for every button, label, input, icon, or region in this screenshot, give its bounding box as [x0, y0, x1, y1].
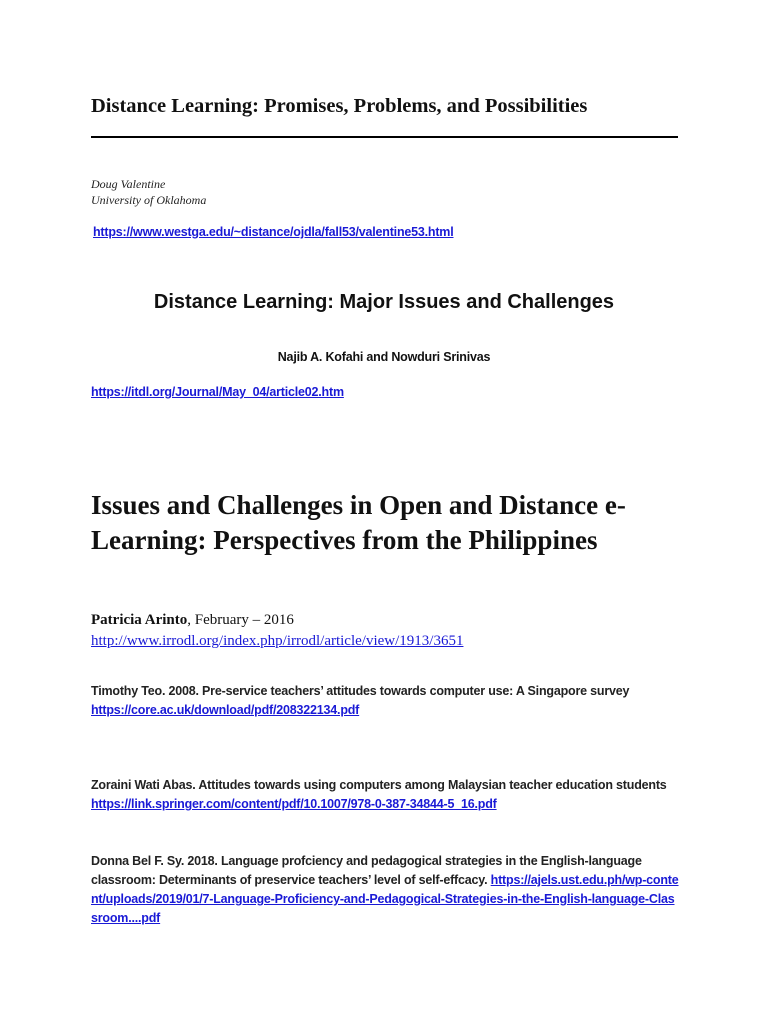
- entry-3-link[interactable]: http://www.irrodl.org/index.php/irrodl/article/view/1913/3651: [91, 633, 464, 649]
- entry-2-link[interactable]: https://itdl.org/Journal/May_04/article02.htm: [91, 385, 344, 399]
- entry-2-title: Distance Learning: Major Issues and Challenges: [153, 291, 615, 313]
- reference-1: [91, 682, 681, 720]
- entry-2-link-wrap: [91, 385, 344, 399]
- entry-3-author: Patricia Arinto: [91, 612, 188, 628]
- reference-2: [91, 776, 681, 814]
- reference-3: [91, 852, 681, 928]
- entry-1-link-wrap: [93, 225, 454, 239]
- reference-2-link[interactable]: https://link.springer.com/content/pdf/10.1007/978-0-387-34844-5_16.pdf: [91, 797, 497, 811]
- entry-3-link-wrap: [91, 633, 463, 650]
- entry-1-link[interactable]: https://www.westga.edu/~distance/ojdla/fall53/valentine53.html: [93, 225, 454, 239]
- reference-1-text: Timothy Teo. 2008. Pre-service teachers’ attitudes towards computer use: A Singapore survey: [91, 684, 630, 698]
- entry-3-title: Issues and Challenges in Open and Distance e-Learning: Perspectives from the Philippines: [91, 490, 626, 555]
- entry-3-byline: [91, 612, 294, 629]
- reference-2-text: Zoraini Wati Abas. Attitudes towards using computers among Malaysian teacher education students: [91, 778, 667, 792]
- entry-2-authors: Najib A. Kofahi and Nowduri Srinivas: [277, 350, 491, 364]
- reference-3-text: Donna Bel F. Sy. 2018. Language profciency and pedagogical strategies in the English-language classroom: Determinants of preservice teachers’ level of self-effcacy.: [91, 854, 642, 887]
- entry-1-title: Distance Learning: Promises, Problems, and Possibilities: [91, 95, 588, 117]
- reference-3-link[interactable]: https://ajels.ust.edu.ph/wp-content/uploads/2019/01/7-Language-Proficiency-and-Pedagogical-Strategies-in-the-English-language-Classroom....pdf: [91, 873, 679, 925]
- entry-1-affiliation: University of Oklahoma: [91, 193, 207, 207]
- reference-1-link[interactable]: https://core.ac.uk/download/pdf/208322134.pdf: [91, 703, 360, 717]
- entry-3-date: , February – 2016: [187, 612, 294, 628]
- entry-1-author: Doug Valentine: [91, 177, 166, 191]
- title-divider: [91, 136, 678, 138]
- entry-1-author-block: [91, 176, 206, 208]
